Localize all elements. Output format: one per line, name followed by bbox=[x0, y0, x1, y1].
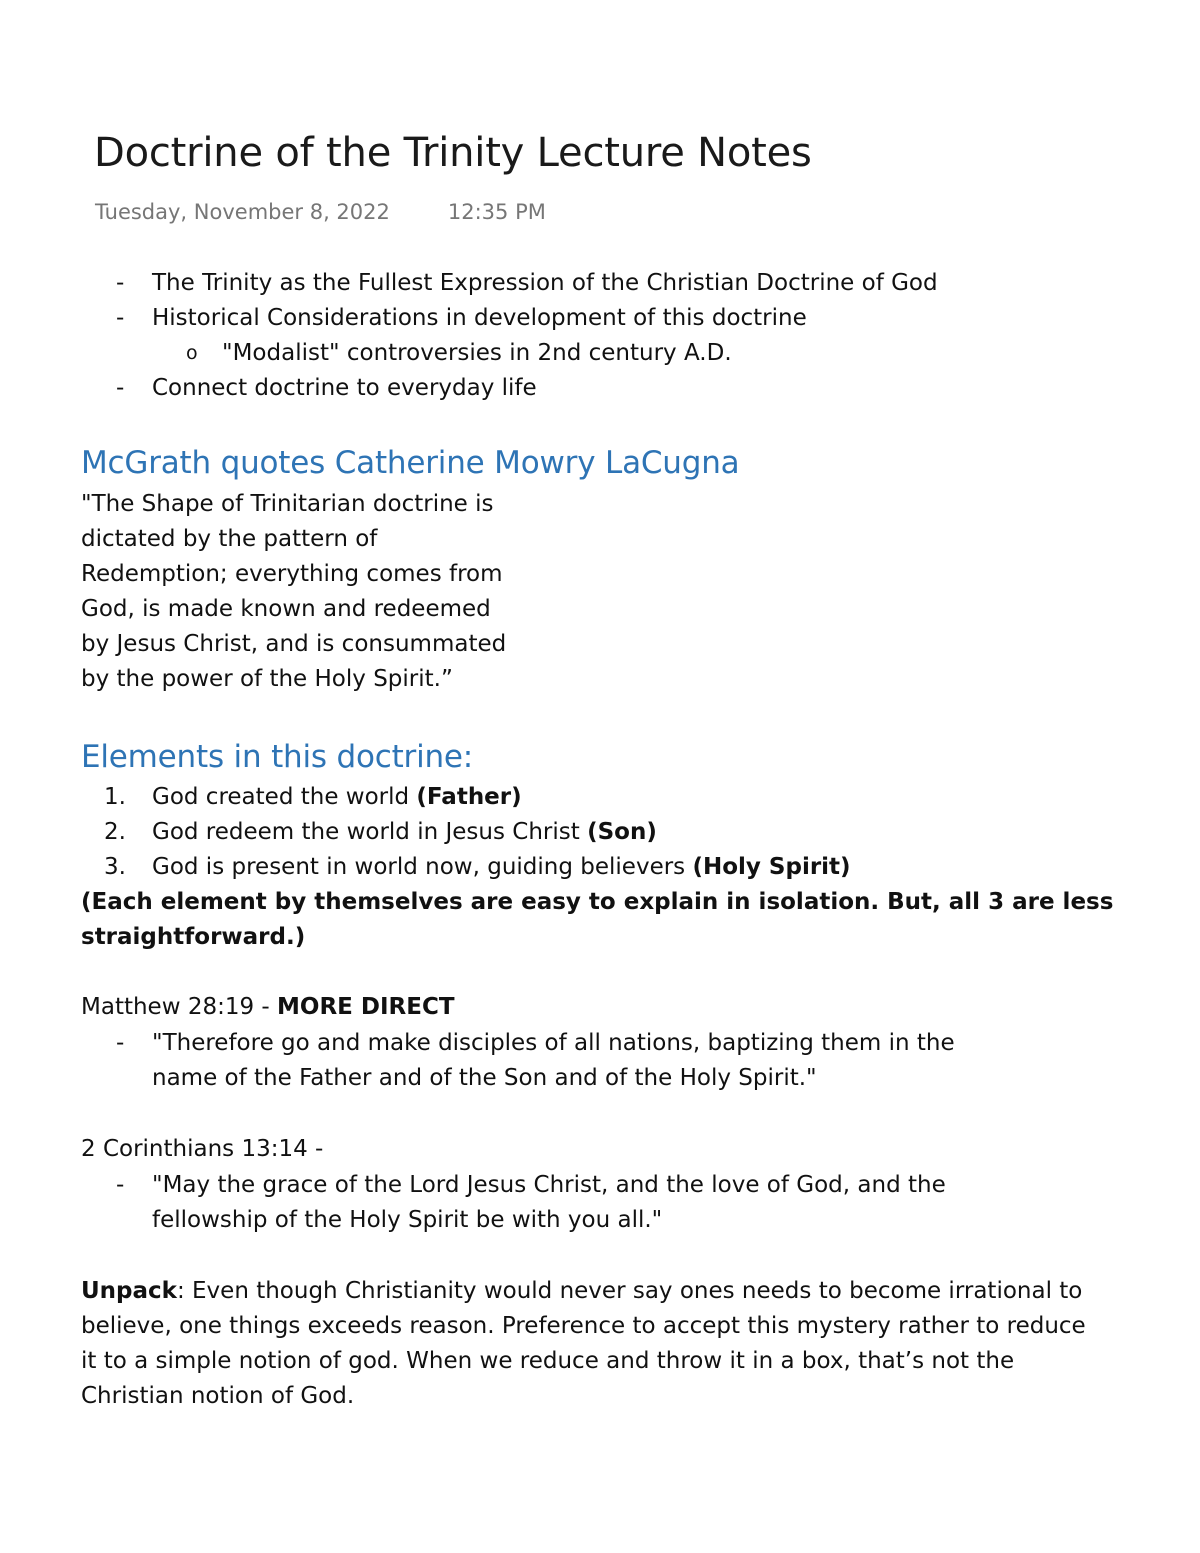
ref-text: Matthew 28:19 - bbox=[81, 994, 278, 1020]
bullet-dash: - bbox=[116, 270, 125, 296]
unpack-line: it to a simple notion of god. When we reduce and throw it in a box, that’s not the bbox=[81, 1348, 1015, 1374]
item-bold: (Father) bbox=[416, 784, 522, 810]
unpack-text: : Even though Christianity would never say ones needs to become irrational to bbox=[176, 1278, 1083, 1304]
list-item: Connect doctrine to everyday life bbox=[152, 375, 537, 401]
quote-heading: McGrath quotes Catherine Mowry LaCugna bbox=[81, 445, 740, 481]
list-number: 3. bbox=[104, 854, 126, 880]
scripture-quote: "Therefore go and make disciples of all nations, baptizing them in the bbox=[152, 1030, 955, 1056]
scripture-quote: fellowship of the Holy Spirit be with you all." bbox=[152, 1207, 663, 1233]
unpack-line: believe, one things exceeds reason. Preference to accept this mystery rather to reduce bbox=[81, 1313, 1086, 1339]
page-title: Doctrine of the Trinity Lecture Notes bbox=[94, 130, 812, 176]
unpack-line: Christian notion of God. bbox=[81, 1383, 355, 1409]
scripture-quote: name of the Father and of the Son and of the Holy Spirit." bbox=[152, 1065, 817, 1091]
unpack-label: Unpack bbox=[81, 1278, 177, 1304]
item-text: God created the world bbox=[152, 784, 417, 810]
page-date: Tuesday, November 8, 2022 bbox=[95, 200, 390, 224]
ref-tag: MORE DIRECT bbox=[277, 994, 455, 1020]
quote-line: "The Shape of Trinitarian doctrine is bbox=[81, 491, 494, 517]
list-item bbox=[152, 817, 657, 847]
bullet-dash: - bbox=[116, 1030, 125, 1056]
scripture-ref bbox=[81, 992, 455, 1022]
item-bold: (Son) bbox=[587, 819, 657, 845]
list-number: 1. bbox=[104, 784, 126, 810]
item-text: God redeem the world in Jesus Christ bbox=[152, 819, 588, 845]
bullet-circle: o bbox=[186, 342, 198, 364]
unpack-paragraph bbox=[81, 1276, 1082, 1306]
quote-line: by the power of the Holy Spirit.” bbox=[81, 666, 453, 692]
page-time: 12:35 PM bbox=[447, 200, 546, 224]
elements-note: straightforward.) bbox=[81, 924, 306, 950]
list-item: The Trinity as the Fullest Expression of the Christian Doctrine of God bbox=[152, 270, 938, 296]
list-item bbox=[152, 852, 851, 882]
list-number: 2. bbox=[104, 819, 126, 845]
scripture-ref: 2 Corinthians 13:14 - bbox=[81, 1136, 324, 1162]
page-timestamp bbox=[95, 200, 546, 224]
elements-heading: Elements in this doctrine: bbox=[81, 739, 474, 775]
elements-note: (Each element by themselves are easy to explain in isolation. But, all 3 are less bbox=[81, 889, 1114, 915]
item-bold: (Holy Spirit) bbox=[692, 854, 851, 880]
bullet-dash: - bbox=[116, 1172, 125, 1198]
bullet-dash: - bbox=[116, 305, 125, 331]
list-item bbox=[152, 782, 522, 812]
scripture-quote: "May the grace of the Lord Jesus Christ, and the love of God, and the bbox=[152, 1172, 946, 1198]
bullet-dash: - bbox=[116, 375, 125, 401]
quote-line: God, is made known and redeemed bbox=[81, 596, 491, 622]
list-item: Historical Considerations in development of this doctrine bbox=[152, 305, 807, 331]
list-subitem: "Modalist" controversies in 2nd century A.D. bbox=[222, 340, 732, 366]
item-text: God is present in world now, guiding believers bbox=[152, 854, 693, 880]
quote-line: Redemption; everything comes from bbox=[81, 561, 503, 587]
quote-line: dictated by the pattern of bbox=[81, 526, 378, 552]
quote-line: by Jesus Christ, and is consummated bbox=[81, 631, 507, 657]
